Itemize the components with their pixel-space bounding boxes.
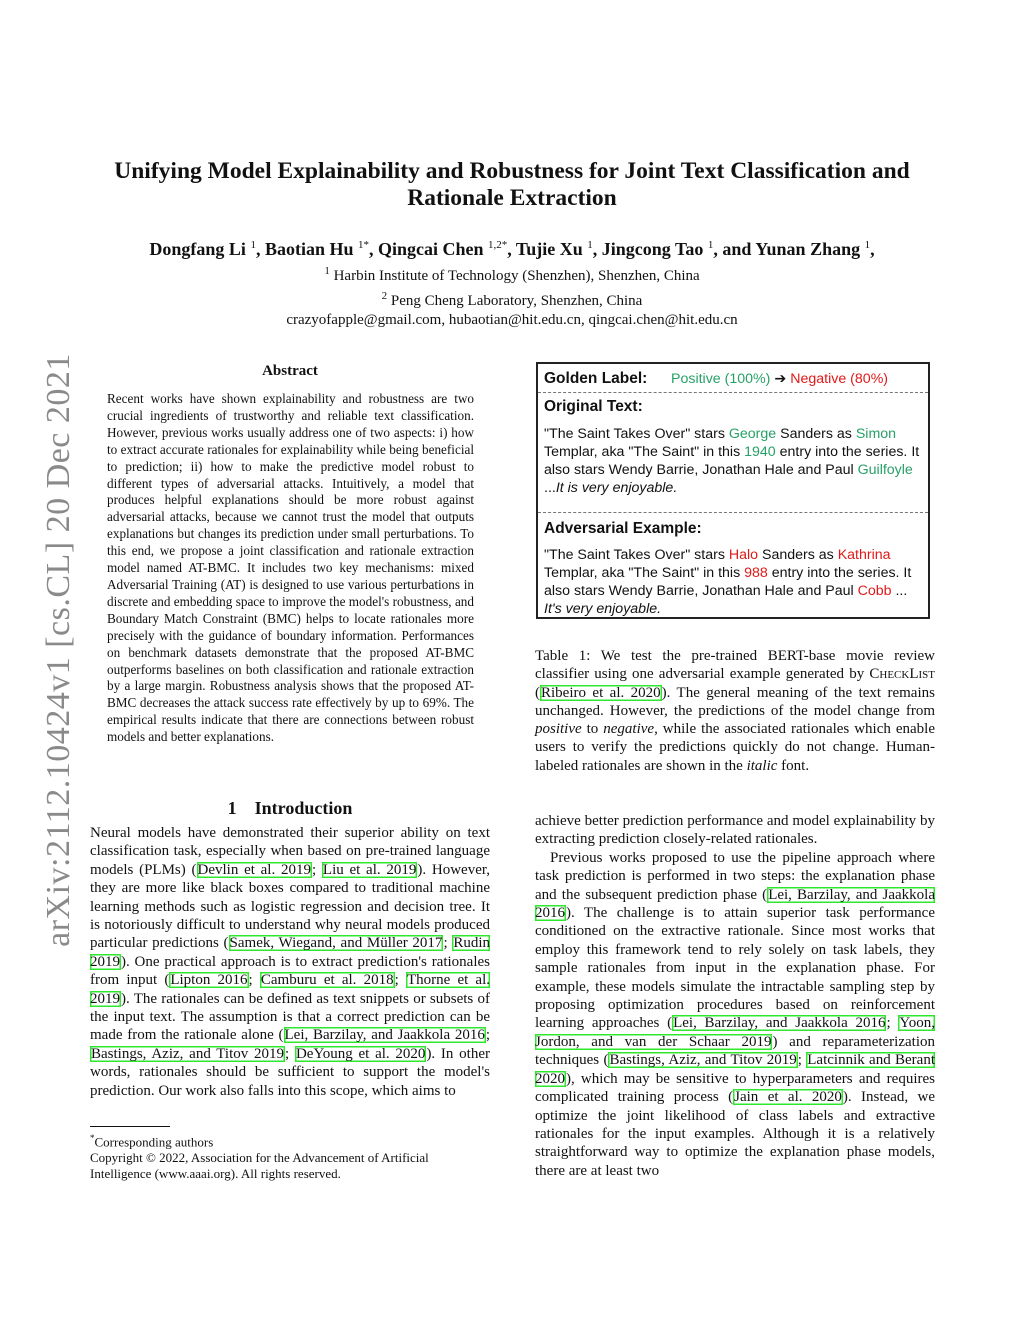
text-run: ;	[797, 1052, 807, 1069]
text-run: Table 1: We test the pre-trained BERT-base movie review classifier using one adversarial example generated by	[535, 648, 935, 683]
text-run: ...	[891, 583, 908, 599]
author-sup: 1	[587, 239, 593, 251]
abstract-heading: Abstract	[262, 363, 318, 379]
text-run: entry into the series. It also stars Wendy Barrie, Jonathan Hale and Paul	[544, 444, 920, 478]
text-run: It is very enjoyable.	[555, 480, 678, 496]
text-run: font.	[777, 757, 810, 774]
text-run: Sanders as	[758, 547, 838, 563]
paper-title: Unifying Model Explainability and Robustness for Joint Text Classification and Rationale Extraction	[114, 158, 910, 211]
text-run: Halo	[728, 547, 759, 563]
author-sup: 1	[864, 239, 871, 251]
footnote-corresponding: *Corresponding authors	[90, 1133, 214, 1150]
author-list: Dongfang Li $^1$, Baotian Hu $^{1*}$, Qingcai Chen $^{1,2*}$, Tujie Xu $^1$, Jingcong Tao $^1$, and Yunan Zhang $^1$,	[149, 239, 875, 259]
original-text	[544, 425, 922, 497]
citation-link[interactable]: Camburu et al. 2018	[260, 972, 394, 989]
divider	[538, 392, 928, 393]
section-title: Introduction	[254, 798, 353, 818]
golden-label-heading: Golden Label:	[544, 370, 648, 387]
citation-link[interactable]: Thorne et al. 2019	[90, 972, 491, 1007]
text-run: entry into the series. It also stars Wendy Barrie, Jonathan Hale and Paul	[544, 565, 912, 599]
text-run: , while the associated rationales which enable users to verify the predictions quickly do not change. Human-labeled rationales are shown in the	[535, 721, 935, 774]
text-run: to	[581, 721, 604, 738]
golden-positive: Positive (100%)	[671, 371, 771, 387]
text-run: Templar, aka "The Saint" in this	[544, 565, 745, 581]
text-run: negative	[603, 721, 655, 738]
text-run: 1940	[744, 444, 776, 460]
divider	[538, 512, 928, 513]
text-run: ). The rationales can be defined as text snippets or subsets of the input text. The assumption is that a correct prediction can be made from the rationale alone (	[90, 990, 490, 1044]
adversarial-example-heading: Adversarial Example:	[544, 520, 702, 537]
text-run: ) and reparameterization techniques (	[535, 1033, 935, 1069]
text-run: Cobb	[857, 583, 892, 599]
arrow-icon: ➔	[774, 371, 787, 387]
text-run: Templar, aka "The Saint" in this	[544, 444, 745, 460]
text-run: Guilfoyle	[857, 462, 913, 478]
author-sup: 1*	[357, 239, 369, 251]
citation-link[interactable]: Jain et al. 2020	[734, 1089, 842, 1106]
citation-link[interactable]: Bastings, Aziz, and Titov 2019	[91, 1045, 285, 1062]
text-run: ). In other words, rationales should be sufficient to support the model's prediction. Our work also falls into this scope, which aims to	[90, 1045, 490, 1099]
original-text-heading: Original Text:	[544, 398, 643, 415]
footnote-rule	[90, 1126, 170, 1127]
arxiv-stamp-text: arXiv:2112.10424v1 [cs.CL] 20 Dec 2021	[40, 353, 77, 947]
author-emails: crazyofapple@gmail.com, hubaotian@hit.edu.cn, qingcai.chen@hit.edu.cn	[286, 312, 738, 328]
golden-label-values	[671, 371, 888, 387]
citation-link[interactable]: Devlin et al. 2019	[197, 861, 311, 878]
text-run: achieve better prediction performance and model explainability by extracting prediction closely-related rationales.	[535, 813, 935, 848]
text-run: George	[728, 426, 777, 442]
table-caption	[535, 647, 935, 775]
text-run: ;	[485, 1027, 490, 1044]
footnote	[90, 1130, 490, 1182]
text-run: italic	[746, 757, 778, 774]
author-name: Qingcai Chen	[377, 239, 484, 259]
text-run: (	[535, 684, 540, 701]
author-name: Tujie Xu	[515, 239, 583, 259]
author-name: Jingcong Tao	[601, 239, 704, 259]
author-name: Dongfang Li	[149, 239, 246, 259]
author-sup: 1	[250, 239, 256, 251]
author-sup: 1,2*	[487, 239, 508, 251]
adversarial-text	[544, 546, 922, 618]
author-sup: 1	[707, 239, 714, 251]
citation-link[interactable]: Bastings, Aziz, and Titov 2019	[609, 1052, 797, 1069]
text-run: It's very enjoyable.	[544, 601, 662, 617]
affiliation-1: $^1$ Harbin Institute of Technology (Shenzhen), Shenzhen, China	[324, 265, 700, 284]
citation-link[interactable]: Latcinnik and Berant 2020	[535, 1052, 936, 1087]
text-run: ...	[544, 480, 556, 496]
citation-link[interactable]: Lei, Barzilay, and Jaakkola 2016	[535, 886, 935, 922]
arxiv-stamp	[34, 353, 84, 947]
citation-link[interactable]: Lipton 2016	[170, 972, 248, 989]
text-run: positive	[535, 721, 582, 738]
text-run: ;	[886, 1015, 899, 1032]
paragraph	[535, 849, 935, 1180]
citation-link[interactable]: Yoon, Jordon, and van der Schaar 2019	[535, 1015, 935, 1050]
author-name: Yunan Zhang	[755, 239, 861, 259]
text-run: ;	[285, 1045, 295, 1062]
citation-link[interactable]: Lei, Barzilay, and Jaakkola 2016	[284, 1027, 485, 1044]
text-run: "The Saint Takes Over" stars	[544, 426, 729, 442]
affiliation-2: $^2$ Peng Cheng Laboratory, Shenzhen, China	[381, 289, 643, 309]
introduction-body	[90, 824, 490, 1100]
text-run: ). One practical approach is to extract prediction's rationales from input (	[90, 953, 490, 989]
author-name: Baotian Hu	[264, 239, 354, 259]
golden-negative: Negative (80%)	[790, 371, 889, 387]
text-run: ). The general meaning of the text remains unchanged. However, the predictions of the model change from	[535, 684, 935, 719]
text-run: Previous works proposed to use the pipeline approach where task prediction is performed in two steps: the explanation phase and the subsequent prediction phase (	[535, 849, 935, 903]
text-run: 988	[744, 565, 768, 581]
text-run: Simon	[855, 426, 897, 442]
text-run: CheckList	[869, 666, 935, 683]
text-run: ), which may be sensitive to hyperparameters and requires complicated training process (	[535, 1070, 935, 1106]
section-number: 1	[227, 798, 237, 818]
text-run: ). The challenge is to attain superior task performance conditioned on the extractive rationale. Since most works that employ this framework tend to rely solely on task labels, they sample rationales from input in the explanation phase. For example, these models simulate the intractable sampling step by proposing optimization procedures based on reinforcement learning approaches (	[535, 905, 935, 1032]
citation-link[interactable]: Liu et al. 2019	[322, 861, 417, 878]
text-run: ;	[248, 972, 260, 989]
text-run: ). However, they are more like black boxes compared to traditional machine learning methods such as logistic regression and decision tree. It is notoriously difficult to understand why neural models produced particular predictions (	[90, 861, 491, 952]
text-run: "The Saint Takes Over" stars	[544, 547, 729, 563]
footnote-copyright: Copyright © 2022, Association for the Advancement of Artificial Intelligence (www.aaai.org). All rights reserved.	[90, 1150, 429, 1182]
citation-link[interactable]: Lei, Barzilay, and Jaakkola 2016	[673, 1015, 886, 1032]
text-run: Neural models have demonstrated their superior ability on text classification task, especially when based on pre-trained language models (PLMs) (	[90, 825, 490, 878]
affiliations	[90, 262, 934, 331]
text-run: ). Instead, we optimize the joint likelihood of class labels and extractive rationales for the input examples. Although it is a relatively straightforward way to optimize the explanation phase models, there are at least two	[535, 1089, 935, 1179]
text-run: Sanders as	[776, 426, 856, 442]
right-column-body	[535, 812, 935, 1180]
text-run: ;	[394, 972, 406, 989]
text-run: ;	[311, 861, 322, 878]
text-run: Kathrina	[837, 547, 891, 563]
citation-link[interactable]: Ribeiro et al. 2020	[541, 684, 661, 701]
citation-link[interactable]: Samek, Wiegand, and Müller 2017	[229, 935, 443, 952]
section-heading-introduction	[90, 798, 490, 819]
paragraph	[535, 812, 935, 849]
text-run: ;	[443, 935, 453, 952]
example-figure	[536, 362, 930, 619]
citation-link[interactable]: DeYoung et al. 2020	[295, 1045, 426, 1062]
abstract-text: Recent works have shown explainability and robustness are two crucial ingredients of trustworthy and reliable text classification. However, previous works usually address one of two aspects: i) how to extract accurate rationales for explainability while being beneficial to prediction; ii) how to make the predictive model robust to different types of adversarial attacks. Intuitively, a model that produces helpful explanations should be more robust against adversarial attacks, because we cannot trust the model that outputs explanations but changes its prediction under small perturbations. To this end, we propose a joint classification and rationale extraction model named AT-BMC. It includes two key mechanisms: mixed Adversarial Training (AT) is designed to use various perturbations in discrete and embedding space to improve the model's robustness, and Boundary Match Constraint (BMC) helps to locate rationales more precisely with the guidance of boundary information. Performances on benchmark datasets demonstrate that the proposed AT-BMC outperforms baselines on both classification and rationale extraction by a large margin. Robustness analysis shows that the proposed AT-BMC decreases the attack success rate effectively by up to 69%. The empirical results indicate that there are connections between robust models and better explanations.	[107, 391, 474, 745]
citation-link[interactable]: Rudin 2019	[90, 935, 490, 970]
